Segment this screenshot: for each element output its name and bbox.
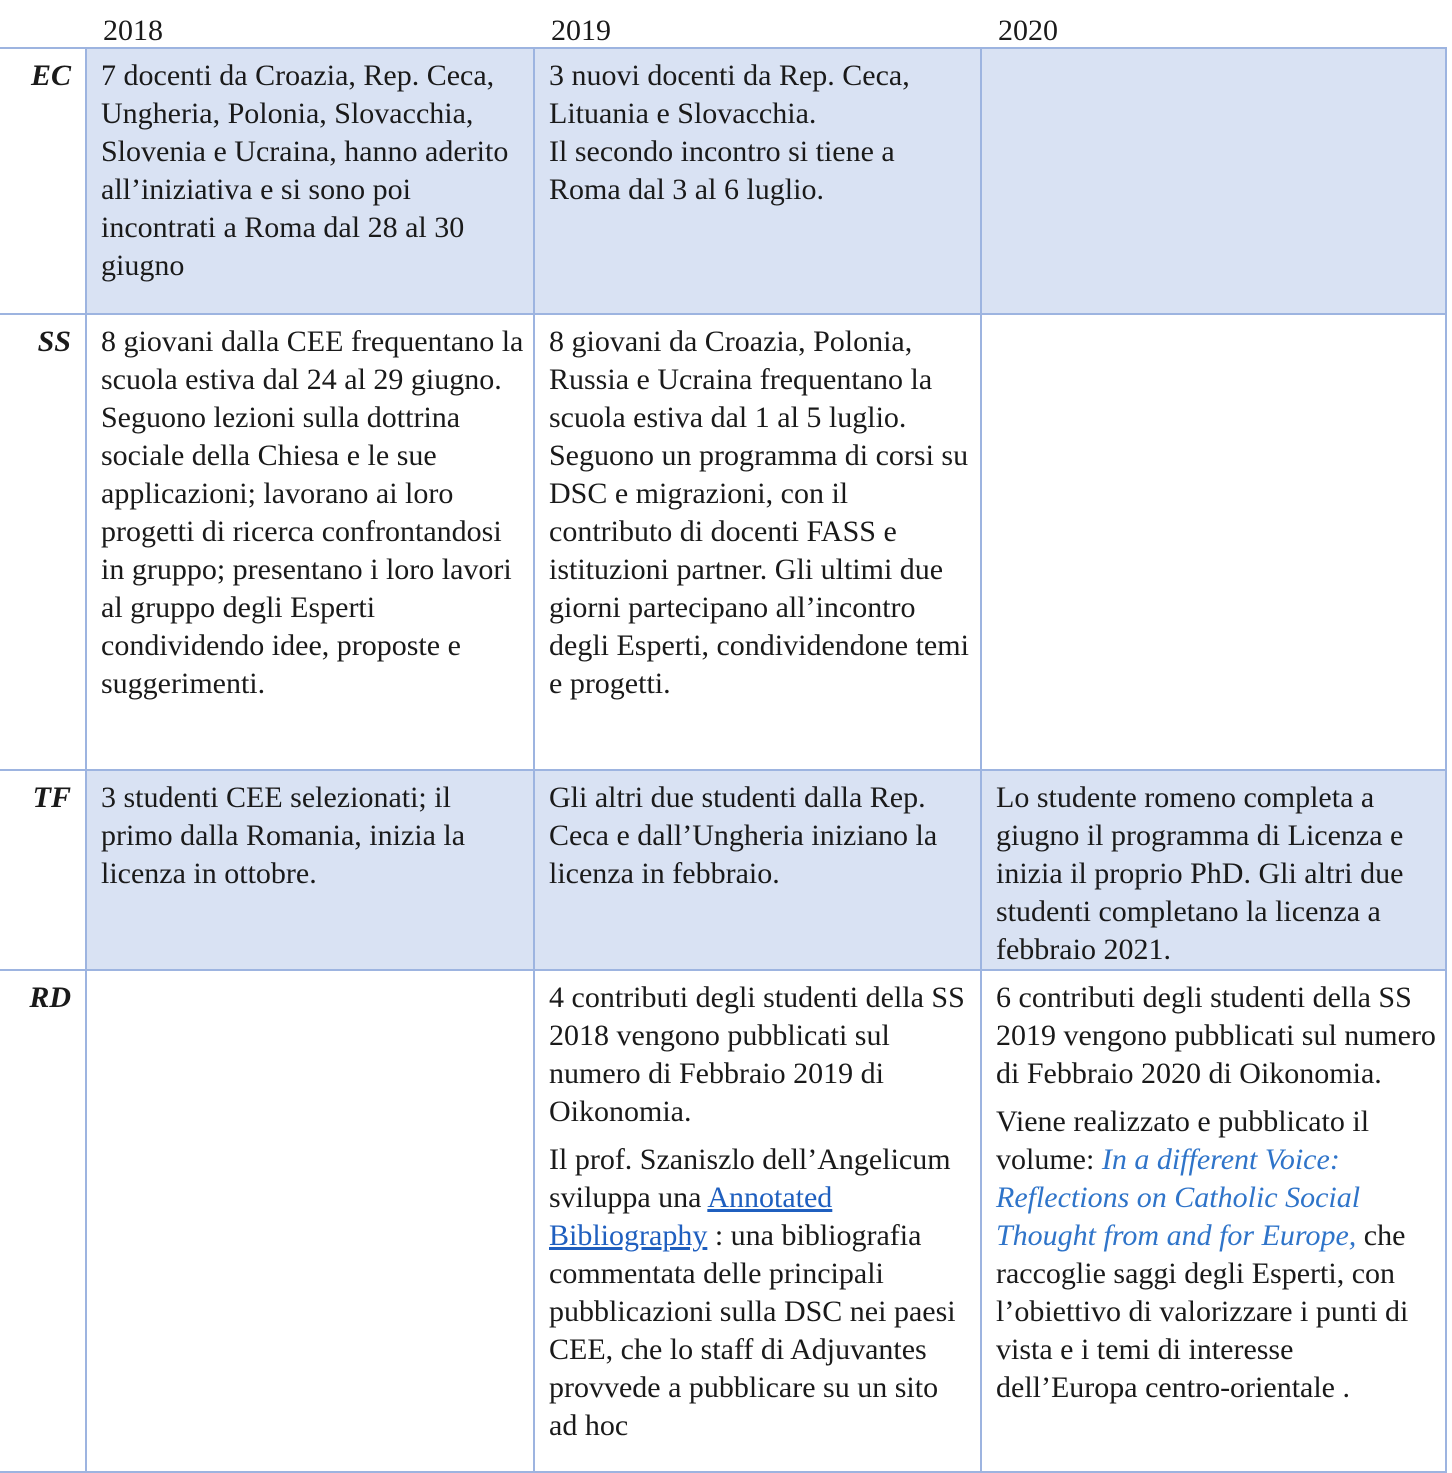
cell-ss-2020 <box>981 314 1446 770</box>
cell-rd-2020-paragraph-2 <box>996 1103 1437 1407</box>
year-header-2018: 2018 <box>103 14 163 47</box>
year-header-2019: 2019 <box>551 14 611 47</box>
rd-2020-text-after-title: che raccoglie saggi degli Esperti, con l’obiettivo di valorizzare i punti di vista e i temi di interesse dell’Europa centro-orientale . <box>996 1219 1409 1404</box>
row-label-ec: EC <box>0 48 86 314</box>
cell-rd-2019-paragraph-2 <box>549 1141 972 1445</box>
row-label-tf: TF <box>0 770 86 970</box>
cell-tf-2020: Lo studente romeno completa a giugno il programma di Licenza e inizia il proprio PhD. Gli altri due studenti completano la licenza a febbraio 2021. <box>981 770 1446 970</box>
table-row-rd <box>0 970 1446 1472</box>
cell-rd-2018 <box>86 970 534 1472</box>
rd-2019-text-before-link: Il prof. Szaniszlo dell’Angelicum sviluppa una <box>549 1143 951 1214</box>
year-header-2020: 2020 <box>998 14 1058 47</box>
rd-2020-text-before-title: Viene realizzato e pubblicato il volume: <box>996 1105 1370 1176</box>
timeline-table <box>0 47 1447 1473</box>
table-row-tf <box>0 770 1446 970</box>
cell-ec-2019 <box>534 48 981 314</box>
row-label-ss: SS <box>0 314 86 770</box>
book-title-link[interactable]: In a different Voice: Reflections on Catholic Social Thought from and for Europe, <box>996 1143 1361 1252</box>
cell-rd-2019 <box>534 970 981 1472</box>
cell-ec-2019-line1: 3 nuovi docenti da Rep. Ceca, Lituania e Slovacchia. <box>549 59 910 130</box>
cell-tf-2019: Gli altri due studenti dalla Rep. Ceca e dall’Ungheria iniziano la licenza in febbraio. <box>534 770 981 970</box>
table-row-ec <box>0 48 1446 314</box>
rd-2019-text-after-link: : una bibliografia commentata delle principali pubblicazioni sulla DSC nei paesi CEE, che lo staff di Adjuvantes provvede a pubblicare su un sito ad hoc <box>549 1219 956 1442</box>
cell-ss-2018: 8 giovani dalla CEE frequentano la scuola estiva dal 24 al 29 giugno. Seguono lezioni sulla dottrina sociale della Chiesa e le sue applicazioni; lavorano ai loro progetti di ricerca confrontandosi in gruppo; presentano i loro lavori al gruppo degli Esperti condividendo idee, proposte e suggerimenti. <box>86 314 534 770</box>
cell-rd-2020-paragraph-1: 6 contributi degli studenti della SS 2019 vengono pubblicati sul numero di Febbraio 2020 di Oikonomia. <box>996 981 1436 1090</box>
cell-tf-2018: 3 studenti CEE selezionati; il primo dalla Romania, inizia la licenza in ottobre. <box>86 770 534 970</box>
cell-ec-2020 <box>981 48 1446 314</box>
cell-rd-2019-paragraph-1: 4 contributi degli studenti della SS 2018 vengono pubblicati sul numero di Febbraio 2019 di Oikonomia. <box>549 981 965 1128</box>
cell-ec-2018: 7 docenti da Croazia, Rep. Ceca, Ungheria, Polonia, Slovacchia, Slovenia e Ucraina, hanno aderito all’iniziativa e si sono poi incontrati a Roma dal 28 al 30 giugno <box>86 48 534 314</box>
cell-ec-2019-line2: Il secondo incontro si tiene a Roma dal 3 al 6 luglio. <box>549 135 895 206</box>
cell-rd-2020 <box>981 970 1446 1472</box>
row-label-rd: RD <box>0 970 86 1472</box>
annotated-bibliography-link[interactable]: Annotated Bibliography <box>549 1181 833 1252</box>
cell-ss-2019: 8 giovani da Croazia, Polonia, Russia e Ucraina frequentano la scuola estiva dal 1 al 5 luglio. Seguono un programma di corsi su DSC e migrazioni, con il contributo di docenti FASS e istituzioni partner. Gli ultimi due giorni partecipano all’incontro degli Esperti, condividendone temi e progetti. <box>534 314 981 770</box>
table-row-ss <box>0 314 1446 770</box>
